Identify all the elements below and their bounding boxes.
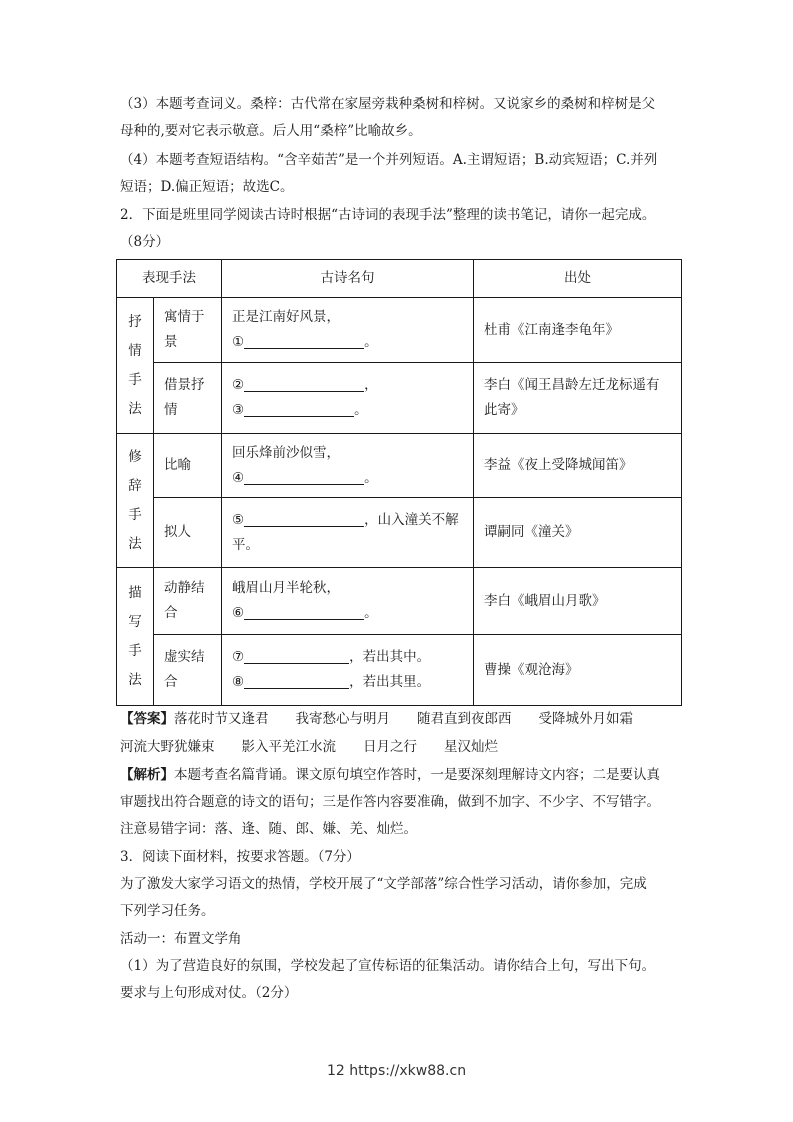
fill-blank-1[interactable] xyxy=(244,332,364,349)
header-technique: 表现手法 xyxy=(117,260,222,298)
fill-blank-5[interactable] xyxy=(244,510,364,527)
question-3-part1-line1: （1）为了营造良好的氛围，学校发起了宣传标语的征集活动。请你结合上句，写出下句。 xyxy=(120,958,656,974)
category-lyrical: 抒 情 手 法 xyxy=(117,298,154,434)
fill-blank-8[interactable] xyxy=(244,672,349,689)
table-row xyxy=(117,635,682,706)
question-2-line1: 2．下面是班里同学阅读古诗时根据“古诗词的表现手法”整理的读书笔记，请你一起完成。 xyxy=(120,207,656,223)
answer-label: 【答案】 xyxy=(120,711,174,727)
fill-blank-6[interactable] xyxy=(244,603,364,620)
analysis-line3: 注意易错字词：落、逢、随、郎、嫌、羌、灿烂。 xyxy=(120,821,417,837)
table-row xyxy=(117,363,682,434)
analysis-line2: 审题找出符合题意的诗文的语句；三是作答内容要准确，做到不加字、不少字、不写错字。 xyxy=(120,794,660,810)
question-3-line1: 3．阅读下面材料，按要求答题。（7分） xyxy=(120,849,360,865)
fill-blank-2[interactable] xyxy=(244,375,364,392)
sub-technique: 寓情于景 xyxy=(154,298,222,363)
page-footer: 12 https://xkw88.cn xyxy=(326,1063,467,1079)
verse-cell: 正是江南好风景， ① 。 xyxy=(222,298,474,363)
verse-cell: ⑤ ，山入潼关不解 平。 xyxy=(222,498,474,568)
answer-line2: 河流大野犹嫌束 影入平羌江水流 日月之行 星汉灿烂 xyxy=(120,739,498,755)
table-row xyxy=(117,568,682,635)
sub-technique: 借景抒情 xyxy=(154,363,222,434)
source-cell: 李白《峨眉山月歌》 xyxy=(474,568,682,635)
question-2-line2: （8分） xyxy=(120,234,170,250)
analysis-line1: 【解析】本题考查名篇背诵。课文原句填空作答时，一是要深刻理解诗文内容；二是要认真 xyxy=(120,767,660,783)
sub-technique: 拟人 xyxy=(154,498,222,568)
answer-para-4-line1: （4）本题考查短语结构。“含辛茹苦”是一个并列短语。A.主谓短语；B.动宾短语；C.并列 xyxy=(120,152,658,168)
question-3-part1-line2: 要求与上句形成对仗。（2分） xyxy=(120,985,298,1001)
source-cell: 李白《闻王昌龄左迁龙标遥有此寄》 xyxy=(474,363,682,434)
sub-technique: 动静结合 xyxy=(154,568,222,635)
answer-para-3-line1: （3）本题考查词义。桑梓：古代常在家屋旁栽种桑树和梓树。又说家乡的桑树和梓树是父 xyxy=(120,96,656,112)
answer-line1: 【答案】落花时节又逢君 我寄愁心与明月 随君直到夜郎西 受降城外月如霜 xyxy=(120,711,633,727)
answer-para-4-line2: 短语；D.偏正短语；故选C。 xyxy=(120,179,294,195)
table-row xyxy=(117,298,682,363)
source-cell: 杜甫《江南逢李龟年》 xyxy=(474,298,682,363)
fill-blank-4[interactable] xyxy=(244,468,364,485)
verse-cell: 回乐烽前沙似雪， ④ 。 xyxy=(222,434,474,498)
header-source: 出处 xyxy=(474,260,682,298)
verse-cell: ② ， ③ 。 xyxy=(222,363,474,434)
source-cell: 曹操《观沧海》 xyxy=(474,635,682,706)
table-header-row xyxy=(117,260,682,298)
sub-technique: 比喻 xyxy=(154,434,222,498)
source-cell: 李益《夜上受降城闻笛》 xyxy=(474,434,682,498)
table-row xyxy=(117,498,682,568)
verse-cell: 峨眉山月半轮秋， ⑥ 。 xyxy=(222,568,474,635)
analysis-label: 【解析】 xyxy=(120,767,174,783)
reading-notes-table xyxy=(116,259,682,706)
header-verse: 古诗名句 xyxy=(222,260,474,298)
verse-cell: ⑦ ，若出其中。 ⑧ ，若出其里。 xyxy=(222,635,474,706)
source-cell: 谭嗣同《潼关》 xyxy=(474,498,682,568)
table-row xyxy=(117,434,682,498)
question-3-line2: 为了激发大家学习语文的热情，学校开展了“文学部落”综合性学习活动，请你参加，完成 xyxy=(120,876,647,892)
activity-1-title: 活动一：布置文学角 xyxy=(120,931,242,947)
category-description: 描 写 手 法 xyxy=(117,568,154,706)
category-rhetoric: 修 辞 手 法 xyxy=(117,434,154,568)
sub-technique: 虚实结合 xyxy=(154,635,222,706)
fill-blank-3[interactable] xyxy=(244,400,354,417)
answer-para-3-line2: 母种的,要对它表示敬意。后人用“桑梓”比喻故乡。 xyxy=(120,123,422,139)
fill-blank-7[interactable] xyxy=(244,647,349,664)
question-3-line3: 下列学习任务。 xyxy=(120,903,215,919)
